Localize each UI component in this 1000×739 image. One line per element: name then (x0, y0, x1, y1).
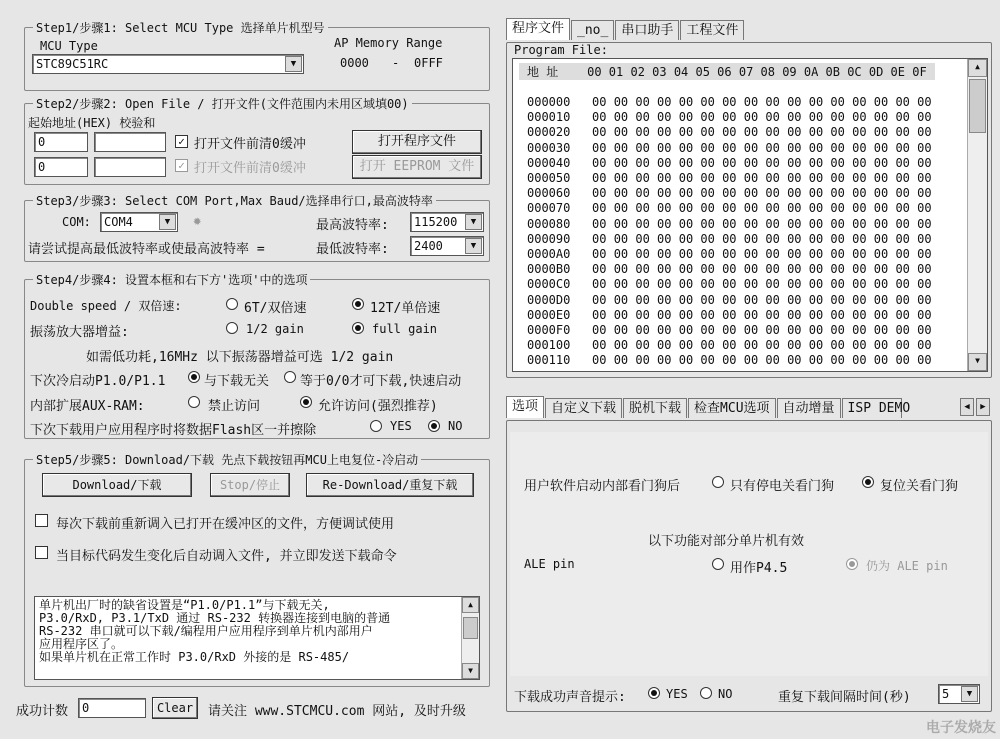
success-count-label: 成功计数 (16, 704, 69, 719)
radio-ale-p45-label: 用作P4.5 (730, 561, 788, 576)
radio-cold-independent-label: 与下载无关 (204, 374, 270, 389)
checksum-field-2[interactable] (94, 157, 166, 177)
scroll-up-icon[interactable]: ▲ (462, 597, 479, 613)
osc-note: 如需低功耗,16MHz 以下振荡器增益可选 1/2 gain (86, 350, 394, 365)
memo-line: 应用程序区了。 (39, 637, 124, 651)
radio-12t-label: 12T/单倍速 (370, 301, 441, 316)
wdt-label: 用户软件启动内部看门狗后 (524, 479, 681, 494)
radio-aux-disable-label: 禁止访问 (208, 399, 261, 414)
clear-buffer-checkbox-2[interactable]: ✓ (175, 159, 188, 172)
min-baud-label: 最低波特率: (316, 242, 389, 257)
radio-flash-yes[interactable] (370, 420, 382, 432)
partial-mcu-note: 以下功能对部分单片机有效 (648, 534, 805, 549)
radio-ale-keep-label: 仍为 ALE pin (866, 559, 948, 573)
hex-row: 0000F0 00 00 00 00 00 00 00 00 00 00 00 00 00 00 00 00 (527, 323, 932, 337)
step1-title: Step1/步骤1: Select MCU Type 选择单片机型号 (33, 19, 328, 36)
radio-beep-no-label: NO (718, 687, 733, 701)
max-baud-select[interactable] (410, 212, 484, 232)
scroll-down-icon[interactable]: ▼ (462, 663, 479, 679)
radio-6t[interactable] (226, 298, 238, 310)
aux-ram-label: 内部扩展AUX-RAM: (30, 399, 145, 414)
tab-project-file[interactable]: 工程文件 (680, 20, 744, 40)
radio-beep-yes[interactable] (648, 687, 660, 699)
radio-aux-disable[interactable] (188, 396, 200, 408)
hex-scrollbar[interactable] (967, 59, 987, 371)
clear-buffer-label-2: 打开文件前清0缓冲 (194, 161, 306, 176)
radio-aux-enable-label: 允许访问(强烈推荐) (318, 399, 438, 414)
ap-memory-label: AP Memory Range (334, 36, 443, 50)
hex-row: 000060 00 00 00 00 00 00 00 00 00 00 00 00 00 00 00 00 (527, 186, 932, 201)
radio-wdt-poweroff-label: 只有停电关看门狗 (730, 479, 835, 494)
radio-flash-no[interactable] (428, 420, 440, 432)
cold-start-label: 下次冷启动P1.0/P1.1 (30, 374, 166, 389)
hex-row: 000070 00 00 00 00 00 00 00 00 00 00 00 00 00 00 00 00 (527, 201, 932, 216)
tab-program-file[interactable]: 程序文件 (506, 18, 570, 40)
ap-start: 0000 (340, 56, 369, 70)
success-count-field[interactable]: 0 (78, 698, 146, 718)
tab-isp-demo[interactable]: ISP DEMO (842, 398, 902, 418)
redownload-button[interactable]: Re-Download/重复下载 (306, 473, 474, 497)
radio-wdt-reset-label: 复位关看门狗 (880, 479, 959, 494)
beep-label: 下载成功声音提示: (514, 690, 626, 705)
interval-label: 重复下载间隔时间(秒) (778, 690, 911, 705)
memo-line: RS-232 串口就可以下载/编程用户应用程序到单片机内部用户 (39, 624, 373, 638)
tab-auto-increment[interactable]: 自动增量 (777, 398, 841, 418)
hex-row: 000030 00 00 00 00 00 00 00 00 00 00 00 00 00 00 00 00 (527, 140, 932, 155)
info-memo[interactable] (34, 596, 480, 680)
tab-no[interactable]: _no_ (571, 20, 614, 40)
radio-full-gain-label: full gain (372, 322, 438, 336)
radio-cold-zero-label: 等于0/0才可下载,快速启动 (300, 374, 462, 389)
chevron-down-icon[interactable]: ▼ (961, 686, 978, 702)
radio-full-gain[interactable] (352, 322, 364, 334)
file-tabs (506, 20, 745, 40)
checksum-field-1[interactable] (94, 132, 166, 152)
mcu-type-label: MCU Type (40, 39, 98, 53)
step3-title: Step3/步骤3: Select COM Port,Max Baud/选择串行口,最高波特率 (33, 192, 436, 209)
tab-offline-download[interactable]: 脱机下载 (623, 398, 687, 418)
hex-row: 000020 00 00 00 00 00 00 00 00 00 00 00 00 00 00 00 00 (527, 125, 932, 140)
open-eeprom-file-button[interactable]: 打开 EEPROM 文件 (352, 155, 482, 179)
ale-pin-label: ALE pin (524, 557, 575, 571)
auto-reload-checkbox[interactable] (35, 546, 48, 559)
min-baud-select[interactable] (410, 236, 484, 256)
radio-flash-no-label: NO (448, 419, 463, 433)
chevron-down-icon[interactable]: ▼ (285, 56, 302, 72)
ap-dash: - (392, 56, 400, 70)
radio-aux-enable[interactable] (300, 396, 312, 408)
radio-cold-independent[interactable] (188, 371, 200, 383)
tab-scroll-left-icon[interactable]: ◀ (960, 398, 974, 416)
min-baud-value: 2400 (414, 239, 443, 253)
interval-select[interactable] (938, 684, 980, 704)
hex-row: 000100 00 00 00 00 00 00 00 00 00 00 00 00 00 00 00 00 (527, 338, 932, 353)
radio-beep-yes-label: YES (666, 687, 688, 701)
radio-ale-keep[interactable] (846, 558, 858, 570)
clear-buffer-checkbox-1[interactable]: ✓ (175, 135, 188, 148)
double-speed-label: Double speed / 双倍速: (30, 299, 182, 313)
reload-before-download-label: 每次下载前重新调入已打开在缓冲区的文件，方便调试使用 (56, 517, 395, 532)
baud-hint: 请尝试提高最低波特率或使最高波特率 = (28, 242, 265, 257)
tab-scroll-right-icon[interactable]: ▶ (976, 398, 990, 416)
start-addr-label: 起始地址(HEX) 校验和 (28, 116, 156, 130)
memo-scrollbar[interactable] (461, 597, 479, 679)
mcu-type-select[interactable] (32, 54, 304, 74)
chevron-down-icon[interactable]: ▼ (465, 238, 482, 254)
memo-line: 单片机出厂时的缺省设置是“P1.0/P1.1”与下载无关, (39, 598, 330, 612)
radio-flash-yes-label: YES (390, 419, 412, 433)
hex-view[interactable] (512, 58, 988, 372)
osc-gain-label: 振荡放大器增益: (30, 325, 129, 340)
radio-wdt-poweroff[interactable] (712, 476, 724, 488)
chevron-down-icon[interactable]: ▼ (465, 214, 482, 230)
com-label: COM: (62, 215, 91, 229)
com-port-value: COM4 (104, 215, 133, 229)
clear-buffer-label-1: 打开文件前清0缓冲 (194, 137, 306, 152)
hex-header: 地 址 00 01 02 03 04 05 06 07 08 09 0A 0B 0C 0D 0E 0F (519, 63, 935, 80)
hex-row: 0000A0 00 00 00 00 00 00 00 00 00 00 00 00 00 00 00 00 (527, 247, 932, 261)
start-addr-input-2[interactable]: 0 (34, 157, 88, 177)
hex-row: 000000 00 00 00 00 00 00 00 00 00 00 00 00 00 00 00 00 (527, 95, 932, 109)
flash-erase-label: 下次下载用户应用程序时将数据Flash区一并擦除 (30, 423, 317, 438)
tab-custom-download[interactable]: 自定义下载 (545, 398, 622, 418)
tab-serial-assistant[interactable]: 串口助手 (615, 20, 679, 40)
reload-before-download-checkbox[interactable] (35, 514, 48, 527)
hex-row: 000090 00 00 00 00 00 00 00 00 00 00 00 00 00 00 00 00 (527, 231, 932, 246)
start-addr-input-1[interactable]: 0 (34, 132, 88, 152)
max-baud-label: 最高波特率: (316, 218, 389, 233)
com-port-select[interactable] (100, 212, 178, 232)
memo-line: 如果单片机在正常工作时 P3.0/RxD 外接的是 RS-485/ (39, 650, 350, 664)
hex-row: 0000D0 00 00 00 00 00 00 00 00 00 00 00 00 00 00 00 00 (527, 292, 932, 307)
scroll-thumb[interactable] (463, 617, 478, 639)
hex-row: 0000C0 00 00 00 00 00 00 00 00 00 00 00 00 00 00 00 00 (527, 277, 932, 292)
radio-ale-p45[interactable] (712, 558, 724, 570)
options-inner (510, 432, 988, 676)
tab-options[interactable]: 选项 (506, 396, 544, 418)
radio-half-gain-label: 1/2 gain (246, 322, 304, 336)
hex-row: 000040 00 00 00 00 00 00 00 00 00 00 00 00 00 00 00 00 (527, 155, 932, 170)
max-baud-value: 115200 (414, 215, 458, 229)
program-file-label: Program File: (514, 43, 608, 57)
scroll-down-icon[interactable]: ▼ (968, 353, 987, 371)
hex-row: 000080 00 00 00 00 00 00 00 00 00 00 00 00 00 00 00 00 (527, 216, 932, 231)
tab-check-mcu[interactable]: 检查MCU选项 (688, 398, 775, 418)
option-tabs (506, 398, 911, 418)
interval-value: 5 (942, 687, 950, 701)
radio-beep-no[interactable] (700, 687, 712, 699)
download-button[interactable]: Download/下载 (42, 473, 192, 497)
status-light-icon: ✹ (193, 213, 202, 229)
radio-6t-label: 6T/双倍速 (244, 301, 307, 316)
watermark-logo: 电子发烧友 (926, 720, 996, 736)
clear-button[interactable]: Clear (152, 697, 198, 719)
radio-12t[interactable] (352, 298, 364, 310)
auto-reload-label: 当目标代码发生变化后自动调入文件, 并立即发送下载命令 (56, 549, 397, 564)
hex-row: 0000E0 00 00 00 00 00 00 00 00 00 00 00 00 00 00 00 00 (527, 307, 932, 322)
stop-button[interactable]: Stop/停止 (210, 473, 290, 497)
step5-title: Step5/步骤5: Download/下载 先点下载按钮再MCU上电复位-冷启动 (33, 451, 421, 468)
chevron-down-icon[interactable]: ▼ (159, 214, 176, 230)
step4-title: Step4/步骤4: 设置本框和右下方'选项'中的选项 (33, 271, 310, 288)
scroll-thumb[interactable] (969, 79, 986, 133)
hex-row: 0000B0 00 00 00 00 00 00 00 00 00 00 00 00 00 00 00 00 (527, 262, 932, 277)
hex-row: 000110 00 00 00 00 00 00 00 00 00 00 00 00 00 00 00 00 (527, 353, 932, 368)
hex-row: 000050 00 00 00 00 00 00 00 00 00 00 00 00 00 00 00 00 (527, 171, 932, 185)
scroll-up-icon[interactable]: ▲ (968, 59, 987, 77)
radio-cold-zero[interactable] (284, 371, 296, 383)
memo-line: P3.0/RxD, P3.1/TxD 通过 RS-232 转换器连接到电脑的普通 (39, 611, 391, 625)
update-notice: 请关注 www.STCMCU.com 网站, 及时升级 (208, 704, 466, 719)
hex-row: 000010 00 00 00 00 00 00 00 00 00 00 00 00 00 00 00 00 (527, 110, 932, 125)
ap-end: 0FFF (414, 56, 443, 70)
radio-wdt-reset[interactable] (862, 476, 874, 488)
radio-half-gain[interactable] (226, 322, 238, 334)
open-program-file-button[interactable]: 打开程序文件 (352, 130, 482, 154)
mcu-type-value: STC89C51RC (36, 57, 109, 71)
step2-title: Step2/步骤2: Open File / 打开文件(文件范围内未用区域填00) (33, 95, 412, 112)
